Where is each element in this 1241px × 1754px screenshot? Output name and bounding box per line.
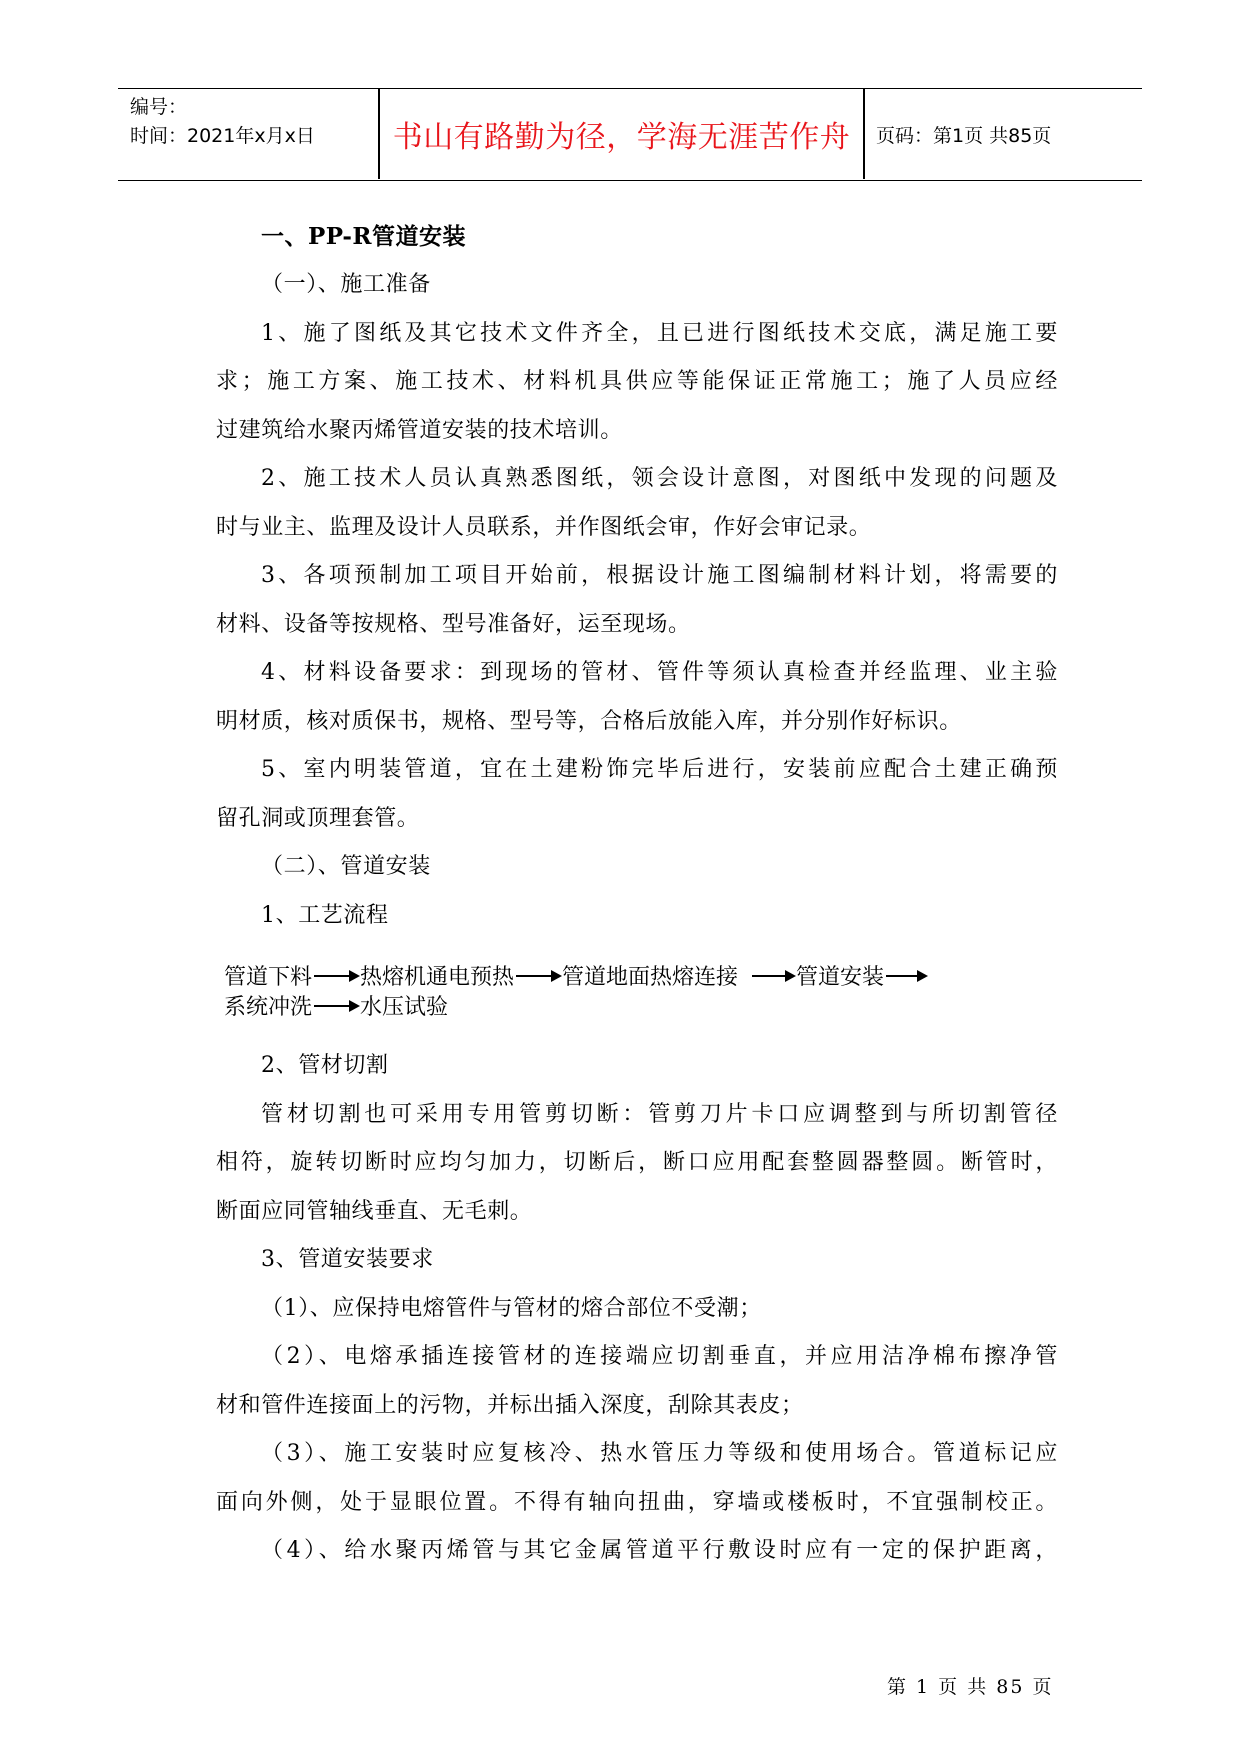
- paragraph: [216, 746, 1058, 843]
- paragraph-line: 5、室内明装管道，宜在土建粉饰完毕后进行，安装前应配合土建正确预: [261, 757, 1058, 782]
- page-header: [118, 88, 1142, 181]
- subsection-heading: 2、管材切割: [261, 1053, 389, 1078]
- paragraph-line: 求；施工方案、施工技术、材料机具供应等能保证正常施工；施了人员应经: [216, 369, 1058, 394]
- flow-row: [224, 990, 448, 1021]
- list-item: [216, 1333, 1058, 1430]
- list-item: [216, 1527, 1058, 1576]
- header-divider: [863, 89, 865, 179]
- paragraph: [216, 1091, 1058, 1237]
- paragraph-line: 过建筑给水聚丙烯管道安装的技术培训。: [216, 417, 623, 443]
- paragraph-line: 时与业主、监理及设计人员联系，并作图纸会审，作好会审记录。: [216, 514, 872, 540]
- paragraph: [216, 310, 1058, 456]
- paragraph-line: 材和管件连接面上的污物，并标出插入深度，刮除其表皮；: [216, 1392, 804, 1418]
- paragraph-line: （3）、施工安装时应复核冷、热水管压力等级和使用场合。管道标记应: [261, 1441, 1058, 1466]
- header-motto: 书山有路勤为径，学海无涯苦作舟: [392, 120, 851, 155]
- process-flow-diagram: [216, 926, 1058, 1048]
- header-page-info: 页码：第1页 共85页: [876, 124, 1052, 147]
- right-arrow-icon: [314, 975, 358, 977]
- paragraph-line: 相符，旋转切断时应均匀加力，切断后，断口应用配套整圆器整圆。断管时，: [216, 1150, 1058, 1175]
- right-arrow-icon: [886, 975, 926, 977]
- paragraph-line: 面向外侧，处于显眼位置。不得有轴向扭曲，穿墙或楼板时，不宜强制校正。: [216, 1489, 1058, 1515]
- flow-step: 管道下料: [224, 965, 313, 990]
- section-heading: （一）、施工准备: [261, 272, 431, 297]
- flow-step: 管道地面热熔连接: [562, 965, 739, 990]
- flow-step: 热熔机通电预热: [360, 965, 515, 990]
- paragraph: [216, 552, 1058, 649]
- right-arrow-icon: [314, 1005, 358, 1007]
- document-number-label: 编号：: [130, 96, 188, 118]
- section-heading: （二）、管道安装: [261, 854, 431, 879]
- header-meta: [130, 93, 380, 151]
- subsection-heading: 1、工艺流程: [261, 902, 389, 928]
- right-arrow-icon: [752, 975, 794, 977]
- paragraph-line: 4、材料设备要求：到现场的管材、管件等须认真检查并经监理、业主验: [261, 660, 1058, 685]
- paragraph-line: 2、施工技术人员认真熟悉图纸，领会设计意图，对图纸中发现的问题及: [261, 466, 1058, 491]
- paragraph-line: 留孔洞或顶理套管。: [216, 805, 420, 831]
- paragraph-line: （4）、给水聚丙烯管与其它金属管道平行敷设时应有一定的保护距离，: [261, 1538, 1058, 1563]
- subsection-heading: 3、管道安装要求: [261, 1247, 434, 1272]
- paragraph-line: 1、施了图纸及其它技术文件齐全，且已进行图纸技术交底，满足施工要: [261, 320, 1058, 346]
- page-footer: 第 1 页 共 85 页: [887, 1676, 1054, 1698]
- paragraph-line: （2）、电熔承插连接管材的连接端应切割垂直，并应用洁净棉布擦净管: [261, 1344, 1058, 1369]
- paragraph-line: 材料、设备等按规格、型号准备好，运至现场。: [216, 611, 691, 637]
- right-arrow-icon: [516, 975, 560, 977]
- paragraph-line: 断面应同管轴线垂直、无毛刺。: [216, 1198, 533, 1224]
- paragraph-line: 管材切割也可采用专用管剪切断：管剪刀片卡口应调整到与所切割管径: [261, 1101, 1058, 1127]
- list-item: （1）、应保持电熔管件与管材的熔合部位不受潮；: [261, 1295, 762, 1321]
- list-item: [216, 1430, 1058, 1527]
- document-date: 时间：2021年x月x日: [130, 125, 315, 147]
- flow-step: 管道安装: [796, 965, 885, 990]
- paragraph: [216, 649, 1058, 746]
- flow-row: [224, 960, 928, 991]
- flow-step: 系统冲洗: [224, 995, 313, 1020]
- paragraph-line: 明材质，核对质保书，规格、型号等，合格后放能入库，并分别作好标识。: [216, 708, 962, 734]
- document-title: 一、PP-R管道安装: [261, 223, 466, 250]
- document-body: [216, 213, 1058, 1576]
- paragraph-line: 3、各项预制加工项目开始前，根据设计施工图编制材料计划，将需要的: [261, 563, 1058, 588]
- flow-step: 水压试验: [360, 995, 449, 1020]
- paragraph: [216, 455, 1058, 552]
